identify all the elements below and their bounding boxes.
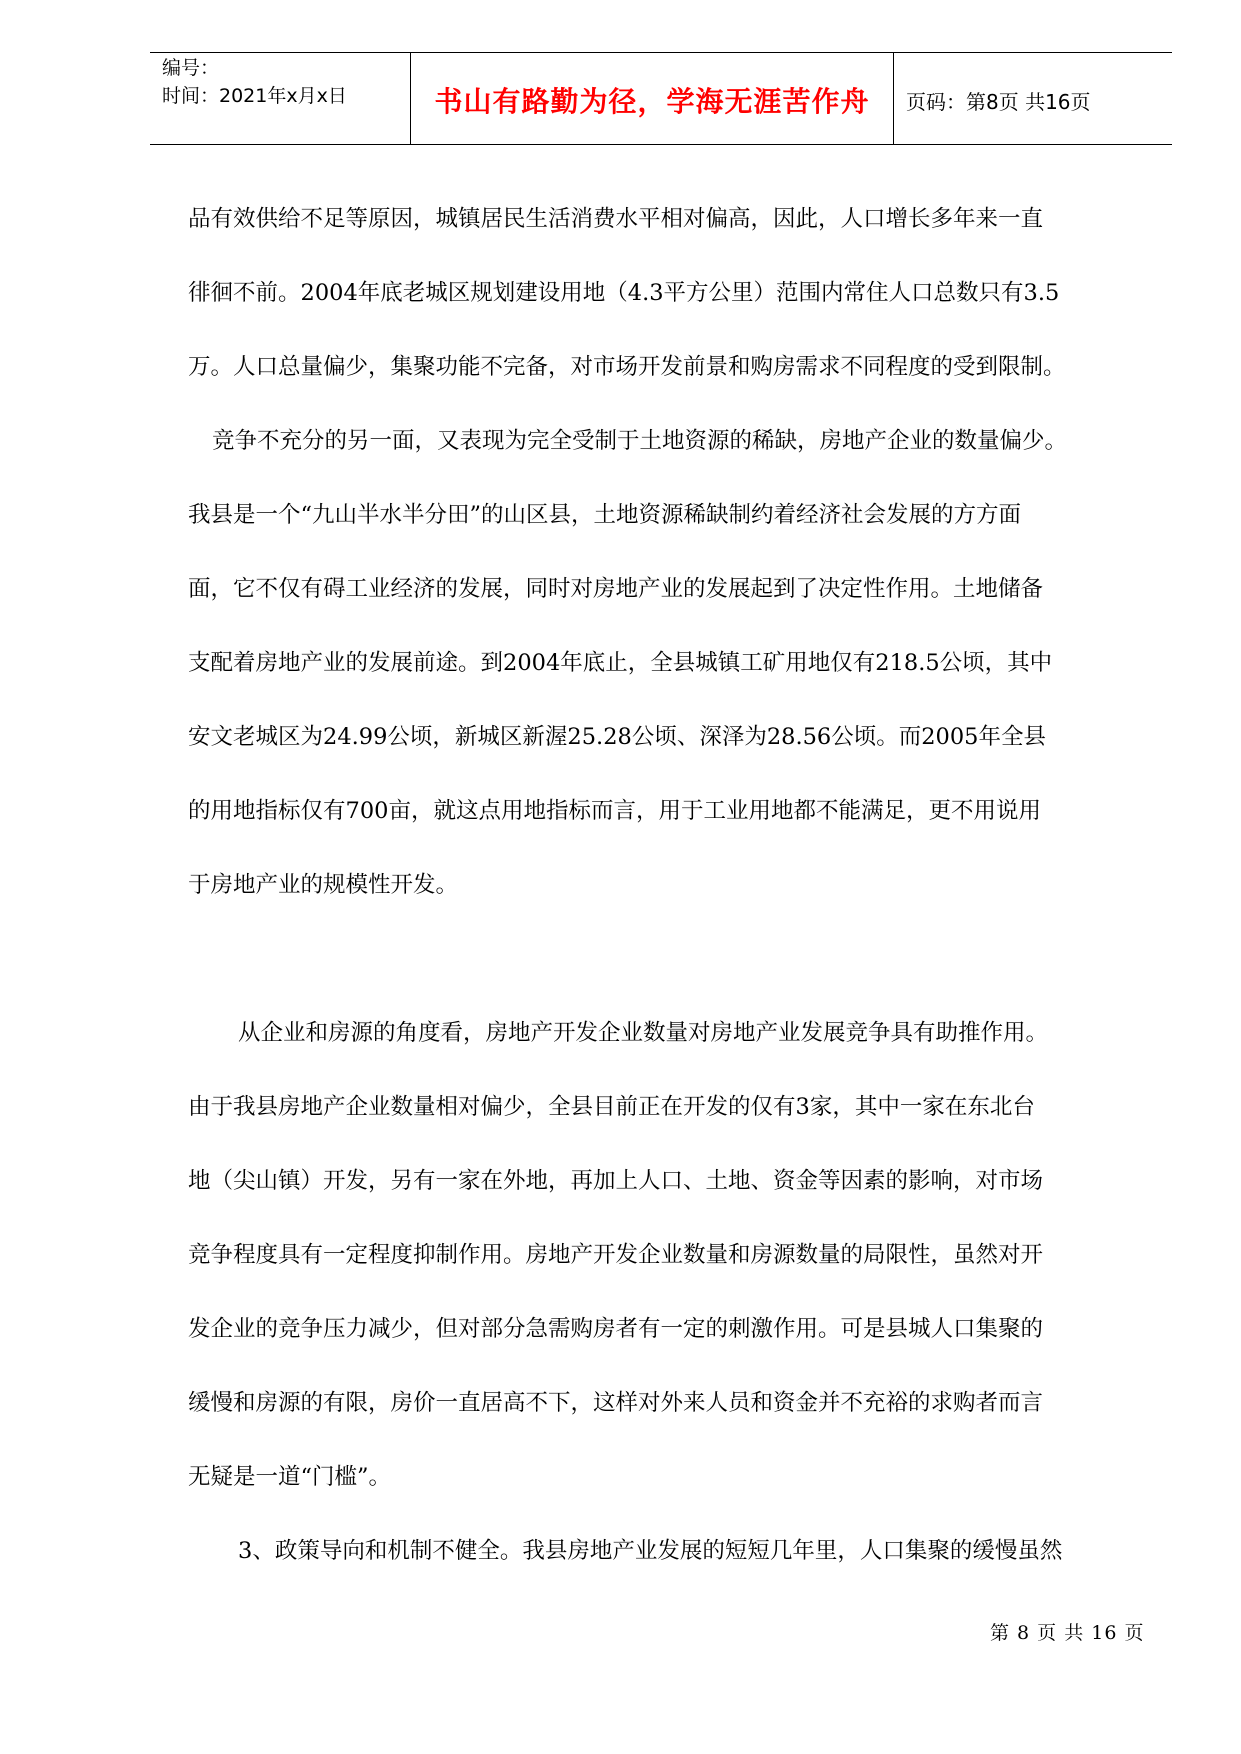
header-left-cell [150,52,410,144]
header-right-cell [892,52,1172,144]
body-line: 面，它不仅有碍工业经济的发展，同时对房地产业的发展起到了决定性作用。土地储备 [188,576,1044,602]
document-body [188,182,1134,1588]
document-code-label: 编号： [162,57,220,79]
body-line: 缓慢和房源的有限，房价一直居高不下，这样对外来人员和资金并不充裕的求购者而言 [188,1390,1044,1416]
body-line: 地（尖山镇）开发，另有一家在外地，再加上人口、土地、资金等因素的影响，对市场 [188,1168,1044,1194]
body-line: 竞争程度具有一定程度抑制作用。房地产开发企业数量和房源数量的局限性，虽然对开 [188,1242,1044,1268]
body-line: 由于我县房地产企业数量相对偏少，全县目前正在开发的仅有3家，其中一家在东北台 [188,1094,1035,1120]
paragraph-gap [188,922,1134,996]
body-line: 发企业的竞争压力减少，但对部分急需购房者有一定的刺激作用。可是县城人口集聚的 [188,1316,1044,1342]
body-line: 从企业和房源的角度看，房地产开发企业数量对房地产业发展竞争具有助推作用。 [238,1020,1049,1046]
body-line: 的用地指标仅有700亩，就这点用地指标而言，用于工业用地都不能满足，更不用说用 [188,798,1041,824]
document-time-label: 时间：2021年x月x日 [162,85,347,107]
body-line: 支配着房地产业的发展前途。到2004年底止，全县城镇工矿用地仅有218.5公顷，其中 [188,650,1053,676]
page-header [150,52,1172,145]
header-page-code: 页码：第8页 共16页 [906,90,1091,114]
page-footer-number: 第 8 页 共 16 页 [990,1622,1145,1644]
body-line: 万。人口总量偏少，集聚功能不完备，对市场开发前景和购房需求不同程度的受到限制。 [188,354,1066,380]
body-line: 竞争不充分的另一面，又表现为完全受制于土地资源的稀缺，房地产企业的数量偏少。 [212,428,1068,454]
body-line: 无疑是一道“门槛”。 [188,1464,392,1490]
body-line: 安文老城区为24.99公顷，新城区新渥25.28公顷、深泽为28.56公顷。而2005年全县 [188,724,1047,750]
body-line: 我县是一个“九山半水半分田”的山区县，土地资源稀缺制约着经济社会发展的方方面 [188,502,1022,528]
header-middle-cell [410,52,894,144]
body-line: 3、政策导向和机制不健全。我县房地产业发展的短短几年里，人口集聚的缓慢虽然 [238,1538,1063,1564]
header-motto: 书山有路勤为径，学海无涯苦作舟 [434,85,870,118]
body-line: 于房地产业的规模性开发。 [188,872,459,898]
body-line: 品有效供给不足等原因，城镇居民生活消费水平相对偏高，因此，人口增长多年来一直 [188,206,1044,232]
body-line: 徘徊不前。2004年底老城区规划建设用地（4.3平方公里）范围内常住人口总数只有3.5 [188,280,1060,306]
